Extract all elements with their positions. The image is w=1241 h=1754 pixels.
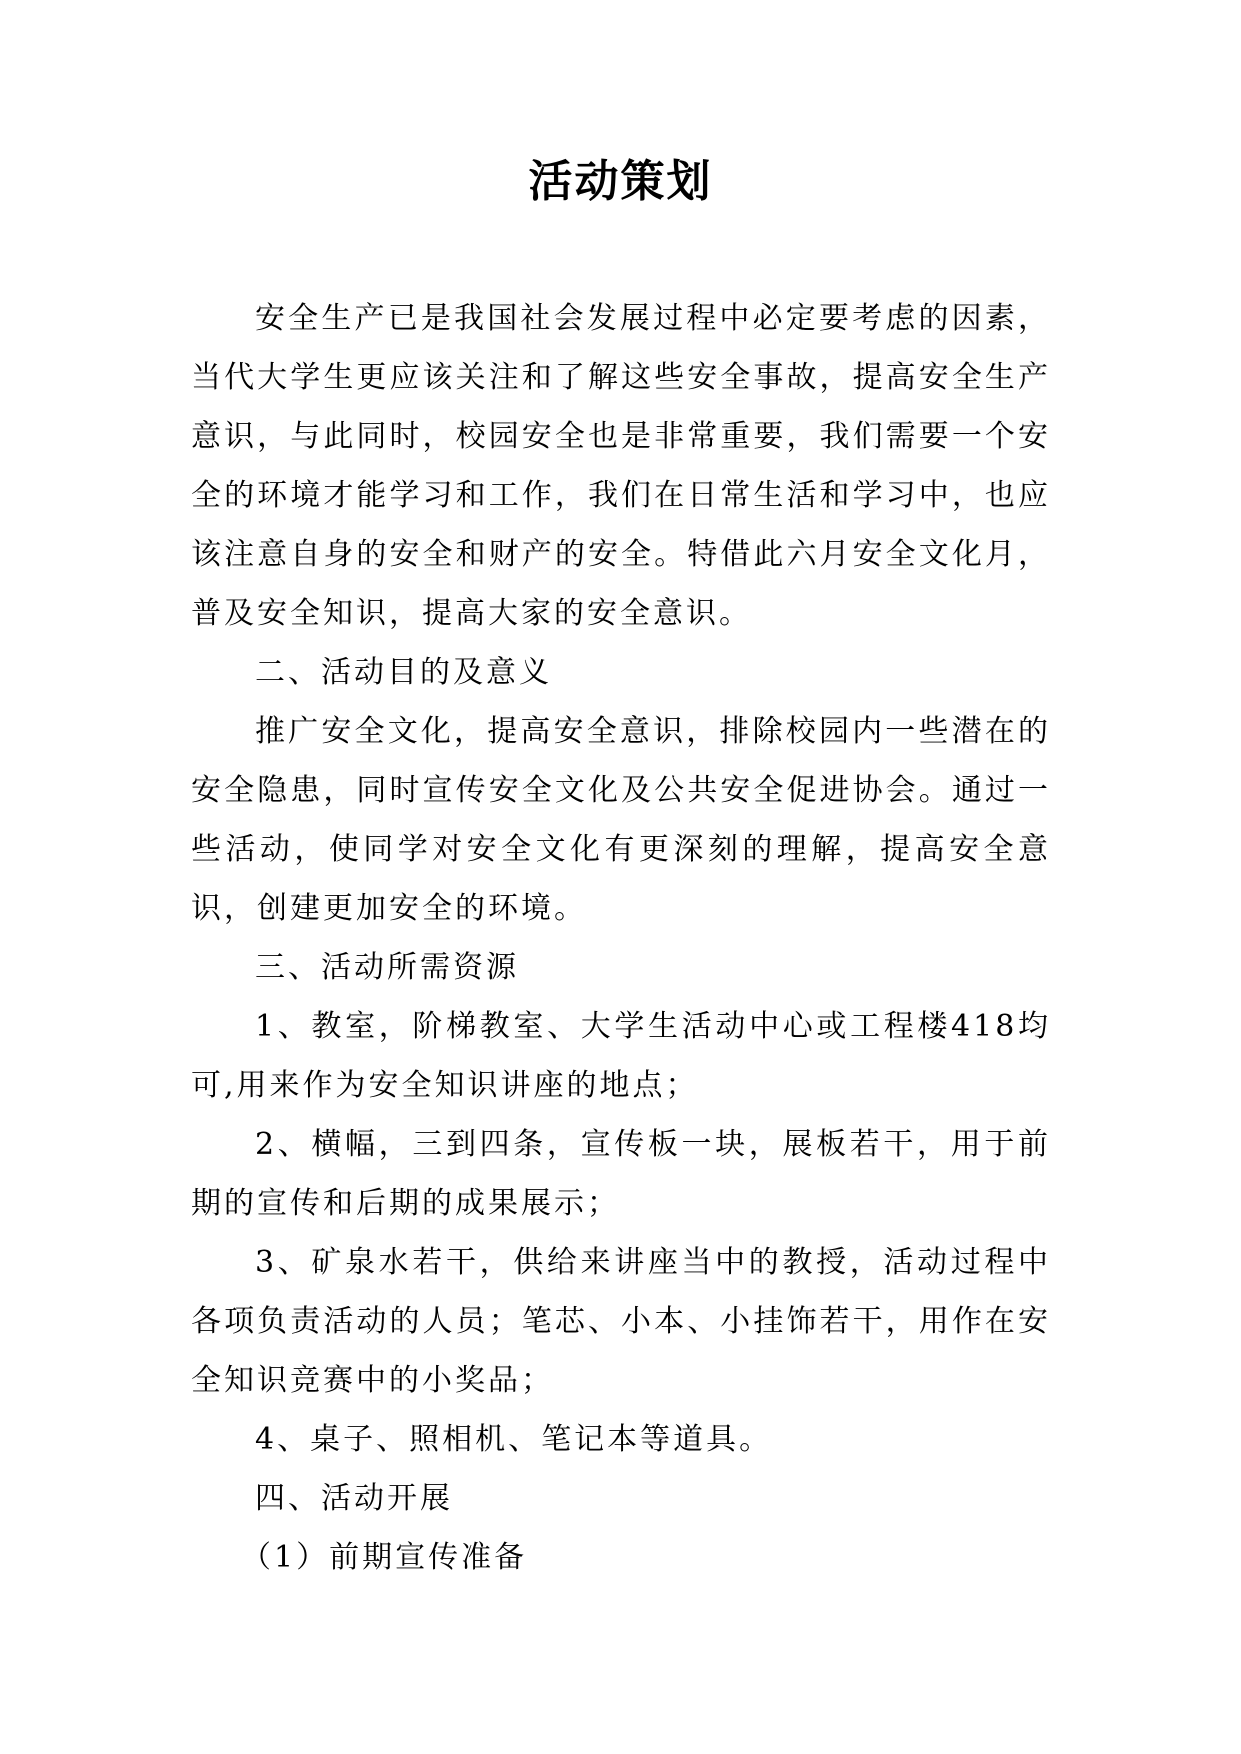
subsection-heading-prep: （1）前期宣传准备 <box>241 1540 528 1575</box>
resource-item-2: 2、横幅，三到四条，宣传板一块，展板若干，用于前期的宣传和后期的成果展示； <box>191 1127 1051 1221</box>
resource-item-3: 3、矿泉水若干，供给来讲座当中的教授，活动过程中各项负责活动的人员；笔芯、小本、小挂饰若干，用作在安全知识竞赛中的小奖品； <box>191 1245 1051 1398</box>
purpose-paragraph: 推广安全文化，提高安全意识，排除校园内一些潜在的安全隐患，同时宣传安全文化及公共安全促进协会。通过一些活动，使同学对安全文化有更深刻的理解，提高安全意识，创建更加安全的环境。 <box>191 714 1051 926</box>
resource-item-1: 1、教室，阶梯教室、大学生活动中心或工程楼418均可,用来作为安全知识讲座的地点； <box>191 1009 1051 1103</box>
section-heading-purpose: 二、活动目的及意义 <box>255 655 552 690</box>
section-heading-resources: 三、活动所需资源 <box>255 950 519 985</box>
intro-paragraph: 安全生产已是我国社会发展过程中必定要考虑的因素，当代大学生更应该关注和了解这些安全事故，提高安全生产意识，与此同时，校园安全也是非常重要，我们需要一个安全的环境才能学习和工作，我们在日常生活和学习中，也应该注意自身的安全和财产的安全。特借此六月安全文化月，普及安全知识，提高大家的安全意识。 <box>191 301 1051 631</box>
section-heading-activities: 四、活动开展 <box>255 1481 453 1516</box>
document-body <box>191 289 1051 1587</box>
resource-item-4: 4、桌子、照相机、笔记本等道具。 <box>255 1422 773 1457</box>
document-title: 活动策划 <box>528 156 713 207</box>
